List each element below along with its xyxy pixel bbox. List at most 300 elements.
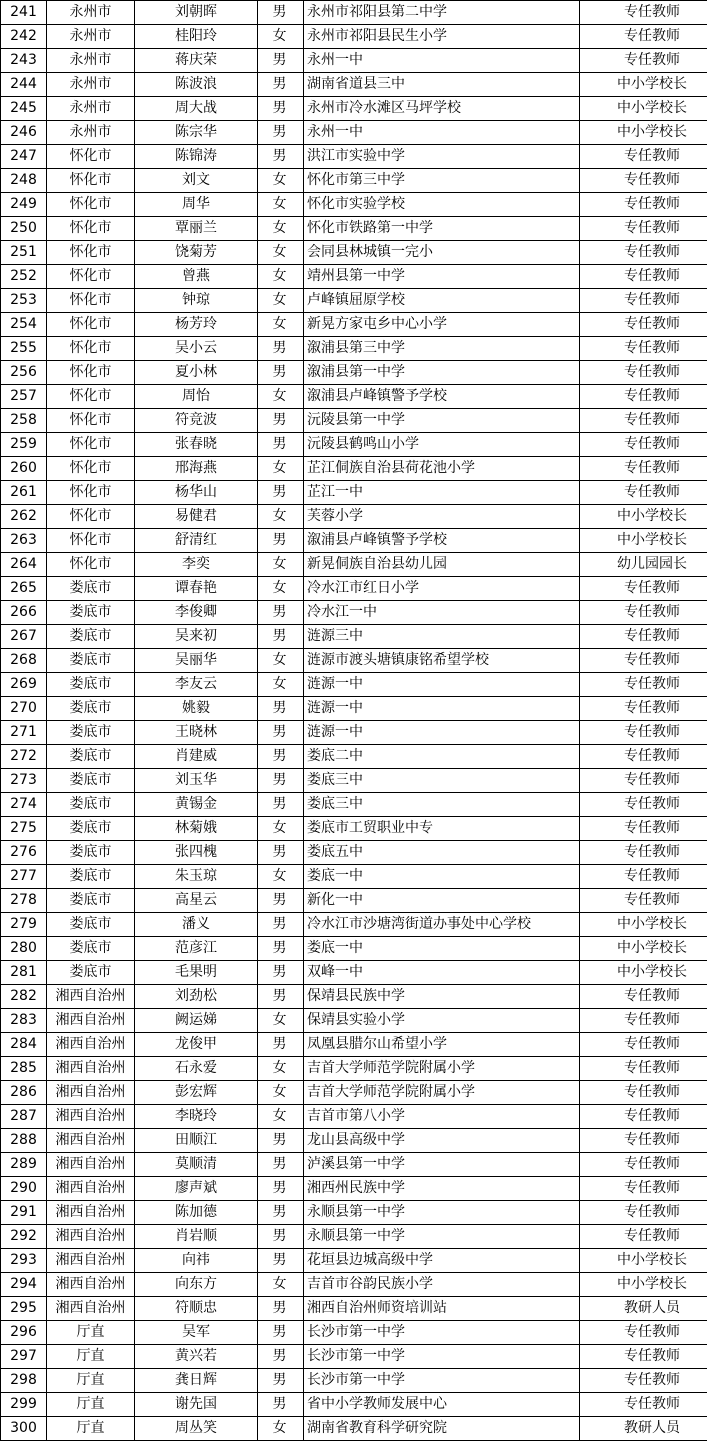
gender-cell: 男 [258, 1369, 304, 1393]
teacher-name: 吴小云 [135, 337, 258, 361]
teacher-name: 肖建威 [135, 745, 258, 769]
school-cell: 吉首大学师范学院附属小学 [304, 1081, 580, 1105]
school-cell: 凤凰县腊尔山希望小学 [304, 1033, 580, 1057]
category-cell: 专任教师 [580, 985, 707, 1009]
teacher-name: 高星云 [135, 889, 258, 913]
table-row [1, 577, 707, 601]
category-cell: 专任教师 [580, 769, 707, 793]
gender-cell: 女 [258, 1417, 304, 1441]
teacher-name: 覃丽兰 [135, 217, 258, 241]
category-cell: 专任教师 [580, 1345, 707, 1369]
category-cell: 专任教师 [580, 337, 707, 361]
gender-cell: 女 [258, 289, 304, 313]
table-row [1, 97, 707, 121]
row-number: 289 [1, 1153, 47, 1177]
gender-cell: 女 [258, 1057, 304, 1081]
city-cell: 湘西自治州 [47, 1129, 135, 1153]
school-cell: 龙山县高级中学 [304, 1129, 580, 1153]
category-cell: 专任教师 [580, 1321, 707, 1345]
gender-cell: 男 [258, 697, 304, 721]
city-cell: 娄底市 [47, 625, 135, 649]
category-cell: 专任教师 [580, 1081, 707, 1105]
teacher-name: 姚毅 [135, 697, 258, 721]
city-cell: 怀化市 [47, 553, 135, 577]
table-row [1, 817, 707, 841]
row-number: 296 [1, 1321, 47, 1345]
teacher-name: 廖声斌 [135, 1177, 258, 1201]
teacher-name: 谢先国 [135, 1393, 258, 1417]
category-cell: 专任教师 [580, 289, 707, 313]
city-cell: 娄底市 [47, 913, 135, 937]
row-number: 293 [1, 1249, 47, 1273]
city-cell: 娄底市 [47, 937, 135, 961]
gender-cell: 男 [258, 481, 304, 505]
school-cell: 湖南省道县三中 [304, 73, 580, 97]
teacher-name: 刘朝晖 [135, 1, 258, 25]
row-number: 245 [1, 97, 47, 121]
row-number: 277 [1, 865, 47, 889]
category-cell: 专任教师 [580, 313, 707, 337]
table-row [1, 49, 707, 73]
row-number: 300 [1, 1417, 47, 1441]
gender-cell: 男 [258, 337, 304, 361]
school-cell: 溆浦县第一中学 [304, 361, 580, 385]
teacher-name: 杨芳玲 [135, 313, 258, 337]
category-cell: 幼儿园园长 [580, 553, 707, 577]
teacher-name: 李晓玲 [135, 1105, 258, 1129]
row-number: 269 [1, 673, 47, 697]
category-cell: 专任教师 [580, 1153, 707, 1177]
category-cell: 中小学校长 [580, 505, 707, 529]
gender-cell: 男 [258, 1033, 304, 1057]
teacher-name: 陈波浪 [135, 73, 258, 97]
gender-cell: 男 [258, 889, 304, 913]
table-row [1, 529, 707, 553]
row-number: 261 [1, 481, 47, 505]
category-cell: 专任教师 [580, 145, 707, 169]
school-cell: 会同县林城镇一完小 [304, 241, 580, 265]
school-cell: 湖南省教育科学研究院 [304, 1417, 580, 1441]
category-cell: 专任教师 [580, 169, 707, 193]
table-row [1, 193, 707, 217]
category-cell: 中小学校长 [580, 97, 707, 121]
gender-cell: 女 [258, 553, 304, 577]
gender-cell: 男 [258, 913, 304, 937]
category-cell: 专任教师 [580, 217, 707, 241]
teacher-name: 吴来初 [135, 625, 258, 649]
row-number: 241 [1, 1, 47, 25]
table-row [1, 457, 707, 481]
city-cell: 永州市 [47, 1, 135, 25]
school-cell: 吉首大学师范学院附属小学 [304, 1057, 580, 1081]
teacher-name: 阙运娣 [135, 1009, 258, 1033]
city-cell: 怀化市 [47, 265, 135, 289]
category-cell: 专任教师 [580, 577, 707, 601]
row-number: 279 [1, 913, 47, 937]
category-cell: 中小学校长 [580, 529, 707, 553]
table-row [1, 1225, 707, 1249]
gender-cell: 女 [258, 241, 304, 265]
city-cell: 怀化市 [47, 433, 135, 457]
row-number: 278 [1, 889, 47, 913]
gender-cell: 男 [258, 721, 304, 745]
teacher-name: 邢海燕 [135, 457, 258, 481]
gender-cell: 男 [258, 793, 304, 817]
school-cell: 永州市祁阳县第二中学 [304, 1, 580, 25]
gender-cell: 女 [258, 217, 304, 241]
school-cell: 芷江侗族自治县荷花池小学 [304, 457, 580, 481]
school-cell: 涟源一中 [304, 697, 580, 721]
table-row [1, 1081, 707, 1105]
school-cell: 永州一中 [304, 49, 580, 73]
gender-cell: 男 [258, 409, 304, 433]
teacher-name: 陈锦涛 [135, 145, 258, 169]
city-cell: 永州市 [47, 121, 135, 145]
category-cell: 专任教师 [580, 1225, 707, 1249]
table-row [1, 1297, 707, 1321]
row-number: 244 [1, 73, 47, 97]
school-cell: 怀化市第三中学 [304, 169, 580, 193]
row-number: 270 [1, 697, 47, 721]
teacher-name: 符竞波 [135, 409, 258, 433]
city-cell: 怀化市 [47, 217, 135, 241]
table-row [1, 793, 707, 817]
category-cell: 中小学校长 [580, 1249, 707, 1273]
table-row [1, 889, 707, 913]
gender-cell: 女 [258, 25, 304, 49]
city-cell: 怀化市 [47, 361, 135, 385]
category-cell: 教研人员 [580, 1297, 707, 1321]
category-cell: 中小学校长 [580, 1273, 707, 1297]
teacher-name: 陈加德 [135, 1201, 258, 1225]
category-cell: 中小学校长 [580, 121, 707, 145]
category-cell: 专任教师 [580, 601, 707, 625]
teacher-name: 刘玉华 [135, 769, 258, 793]
school-cell: 娄底三中 [304, 769, 580, 793]
teacher-name: 龙俊甲 [135, 1033, 258, 1057]
row-number: 246 [1, 121, 47, 145]
school-cell: 保靖县实验小学 [304, 1009, 580, 1033]
city-cell: 娄底市 [47, 865, 135, 889]
row-number: 272 [1, 745, 47, 769]
gender-cell: 男 [258, 145, 304, 169]
table-row [1, 121, 707, 145]
teacher-name: 莫顺清 [135, 1153, 258, 1177]
city-cell: 怀化市 [47, 313, 135, 337]
gender-cell: 男 [258, 985, 304, 1009]
category-cell: 专任教师 [580, 1009, 707, 1033]
city-cell: 湘西自治州 [47, 1081, 135, 1105]
row-number: 249 [1, 193, 47, 217]
table-row [1, 1273, 707, 1297]
gender-cell: 男 [258, 1201, 304, 1225]
school-cell: 靖州县第一中学 [304, 265, 580, 289]
city-cell: 湘西自治州 [47, 1153, 135, 1177]
city-cell: 怀化市 [47, 241, 135, 265]
teacher-name: 李奕 [135, 553, 258, 577]
category-cell: 专任教师 [580, 1033, 707, 1057]
row-number: 295 [1, 1297, 47, 1321]
category-cell: 专任教师 [580, 385, 707, 409]
row-number: 266 [1, 601, 47, 625]
gender-cell: 女 [258, 265, 304, 289]
city-cell: 娄底市 [47, 817, 135, 841]
table-row [1, 481, 707, 505]
category-cell: 中小学校长 [580, 913, 707, 937]
city-cell: 娄底市 [47, 673, 135, 697]
teacher-name: 李俊卿 [135, 601, 258, 625]
row-number: 251 [1, 241, 47, 265]
row-number: 292 [1, 1225, 47, 1249]
row-number: 285 [1, 1057, 47, 1081]
table-row [1, 745, 707, 769]
table-row [1, 937, 707, 961]
city-cell: 怀化市 [47, 169, 135, 193]
teacher-name: 向东方 [135, 1273, 258, 1297]
gender-cell: 女 [258, 577, 304, 601]
teacher-name: 蒋庆荣 [135, 49, 258, 73]
category-cell: 专任教师 [580, 625, 707, 649]
city-cell: 娄底市 [47, 577, 135, 601]
table-row [1, 145, 707, 169]
teacher-name: 张春晓 [135, 433, 258, 457]
teacher-name: 曾燕 [135, 265, 258, 289]
table-row [1, 1393, 707, 1417]
teacher-name: 黄兴若 [135, 1345, 258, 1369]
row-number: 273 [1, 769, 47, 793]
table-row [1, 313, 707, 337]
category-cell: 专任教师 [580, 1201, 707, 1225]
school-cell: 娄底一中 [304, 937, 580, 961]
category-cell: 专任教师 [580, 817, 707, 841]
gender-cell: 男 [258, 1393, 304, 1417]
table-row [1, 1345, 707, 1369]
table-row [1, 73, 707, 97]
city-cell: 厅直 [47, 1393, 135, 1417]
school-cell: 冷水江一中 [304, 601, 580, 625]
table-row [1, 673, 707, 697]
roster-table-body [1, 1, 707, 1441]
city-cell: 湘西自治州 [47, 1105, 135, 1129]
table-row [1, 1321, 707, 1345]
teacher-name: 陈宗华 [135, 121, 258, 145]
gender-cell: 女 [258, 1105, 304, 1129]
table-row [1, 1105, 707, 1129]
teacher-name: 李友云 [135, 673, 258, 697]
row-number: 254 [1, 313, 47, 337]
school-cell: 新化一中 [304, 889, 580, 913]
row-number: 282 [1, 985, 47, 1009]
teacher-name: 范彦江 [135, 937, 258, 961]
city-cell: 厅直 [47, 1345, 135, 1369]
city-cell: 怀化市 [47, 385, 135, 409]
city-cell: 湘西自治州 [47, 1033, 135, 1057]
gender-cell: 女 [258, 385, 304, 409]
teacher-name: 石永爱 [135, 1057, 258, 1081]
table-row [1, 1057, 707, 1081]
category-cell: 专任教师 [580, 1105, 707, 1129]
gender-cell: 男 [258, 433, 304, 457]
category-cell: 专任教师 [580, 649, 707, 673]
gender-cell: 男 [258, 1249, 304, 1273]
category-cell: 专任教师 [580, 793, 707, 817]
gender-cell: 男 [258, 49, 304, 73]
city-cell: 湘西自治州 [47, 1297, 135, 1321]
row-number: 242 [1, 25, 47, 49]
table-row [1, 1153, 707, 1177]
row-number: 276 [1, 841, 47, 865]
teacher-name: 龚日辉 [135, 1369, 258, 1393]
teacher-name: 周怡 [135, 385, 258, 409]
row-number: 297 [1, 1345, 47, 1369]
city-cell: 娄底市 [47, 649, 135, 673]
gender-cell: 女 [258, 649, 304, 673]
gender-cell: 女 [258, 1273, 304, 1297]
table-row [1, 265, 707, 289]
city-cell: 厅直 [47, 1417, 135, 1441]
gender-cell: 男 [258, 1, 304, 25]
school-cell: 吉首市第八小学 [304, 1105, 580, 1129]
row-number: 284 [1, 1033, 47, 1057]
school-cell: 芷江一中 [304, 481, 580, 505]
category-cell: 专任教师 [580, 25, 707, 49]
school-cell: 吉首市谷韵民族小学 [304, 1273, 580, 1297]
gender-cell: 男 [258, 529, 304, 553]
table-row [1, 721, 707, 745]
table-row [1, 1009, 707, 1033]
table-row [1, 985, 707, 1009]
teacher-name: 肖岩顺 [135, 1225, 258, 1249]
table-row [1, 1, 707, 25]
city-cell: 娄底市 [47, 889, 135, 913]
city-cell: 娄底市 [47, 769, 135, 793]
gender-cell: 女 [258, 1009, 304, 1033]
city-cell: 湘西自治州 [47, 1225, 135, 1249]
gender-cell: 女 [258, 1081, 304, 1105]
category-cell: 中小学校长 [580, 961, 707, 985]
school-cell: 花垣县边城高级中学 [304, 1249, 580, 1273]
row-number: 256 [1, 361, 47, 385]
gender-cell: 男 [258, 937, 304, 961]
school-cell: 芙蓉小学 [304, 505, 580, 529]
teacher-name: 朱玉琼 [135, 865, 258, 889]
gender-cell: 女 [258, 673, 304, 697]
category-cell: 专任教师 [580, 1, 707, 25]
gender-cell: 男 [258, 1177, 304, 1201]
school-cell: 溆浦县第三中学 [304, 337, 580, 361]
gender-cell: 女 [258, 313, 304, 337]
category-cell: 专任教师 [580, 1369, 707, 1393]
gender-cell: 男 [258, 1225, 304, 1249]
school-cell: 冷水江市红日小学 [304, 577, 580, 601]
school-cell: 永州一中 [304, 121, 580, 145]
table-row [1, 337, 707, 361]
table-row [1, 241, 707, 265]
category-cell: 专任教师 [580, 865, 707, 889]
teacher-name: 吴军 [135, 1321, 258, 1345]
city-cell: 怀化市 [47, 529, 135, 553]
school-cell: 娄底一中 [304, 865, 580, 889]
city-cell: 湘西自治州 [47, 985, 135, 1009]
category-cell: 专任教师 [580, 193, 707, 217]
school-cell: 怀化市铁路第一中学 [304, 217, 580, 241]
table-row [1, 289, 707, 313]
school-cell: 沅陵县鹤鸣山小学 [304, 433, 580, 457]
row-number: 248 [1, 169, 47, 193]
teacher-name: 舒清红 [135, 529, 258, 553]
table-row [1, 361, 707, 385]
gender-cell: 男 [258, 1153, 304, 1177]
city-cell: 怀化市 [47, 505, 135, 529]
teacher-name: 夏小林 [135, 361, 258, 385]
table-row [1, 1417, 707, 1441]
teacher-name: 黄锡金 [135, 793, 258, 817]
table-row [1, 961, 707, 985]
teacher-name: 刘劲松 [135, 985, 258, 1009]
table-row [1, 1129, 707, 1153]
category-cell: 专任教师 [580, 697, 707, 721]
category-cell: 专任教师 [580, 1057, 707, 1081]
category-cell: 专任教师 [580, 721, 707, 745]
table-row [1, 553, 707, 577]
table-row [1, 1033, 707, 1057]
table-row [1, 385, 707, 409]
row-number: 298 [1, 1369, 47, 1393]
row-number: 253 [1, 289, 47, 313]
teacher-name: 周华 [135, 193, 258, 217]
city-cell: 厅直 [47, 1321, 135, 1345]
table-row [1, 25, 707, 49]
city-cell: 永州市 [47, 73, 135, 97]
school-cell: 永顺县第一中学 [304, 1225, 580, 1249]
school-cell: 涟源市渡头塘镇康铭希望学校 [304, 649, 580, 673]
category-cell: 专任教师 [580, 889, 707, 913]
row-number: 243 [1, 49, 47, 73]
category-cell: 专任教师 [580, 409, 707, 433]
gender-cell: 男 [258, 769, 304, 793]
category-cell: 专任教师 [580, 265, 707, 289]
school-cell: 湘西州民族中学 [304, 1177, 580, 1201]
table-row [1, 409, 707, 433]
city-cell: 湘西自治州 [47, 1009, 135, 1033]
gender-cell: 女 [258, 505, 304, 529]
row-number: 281 [1, 961, 47, 985]
school-cell: 泸溪县第一中学 [304, 1153, 580, 1177]
teacher-name: 桂阳玲 [135, 25, 258, 49]
city-cell: 娄底市 [47, 745, 135, 769]
city-cell: 怀化市 [47, 337, 135, 361]
city-cell: 湘西自治州 [47, 1273, 135, 1297]
category-cell: 专任教师 [580, 673, 707, 697]
category-cell: 专任教师 [580, 1177, 707, 1201]
table-row [1, 169, 707, 193]
city-cell: 娄底市 [47, 601, 135, 625]
school-cell: 长沙市第一中学 [304, 1345, 580, 1369]
teacher-name: 饶菊芳 [135, 241, 258, 265]
table-row [1, 625, 707, 649]
gender-cell: 女 [258, 817, 304, 841]
gender-cell: 男 [258, 601, 304, 625]
row-number: 299 [1, 1393, 47, 1417]
teacher-name: 周大战 [135, 97, 258, 121]
category-cell: 专任教师 [580, 241, 707, 265]
table-row [1, 913, 707, 937]
teacher-name: 刘文 [135, 169, 258, 193]
category-cell: 专任教师 [580, 745, 707, 769]
city-cell: 湘西自治州 [47, 1201, 135, 1225]
teacher-name: 彭宏辉 [135, 1081, 258, 1105]
school-cell: 沅陵县第一中学 [304, 409, 580, 433]
